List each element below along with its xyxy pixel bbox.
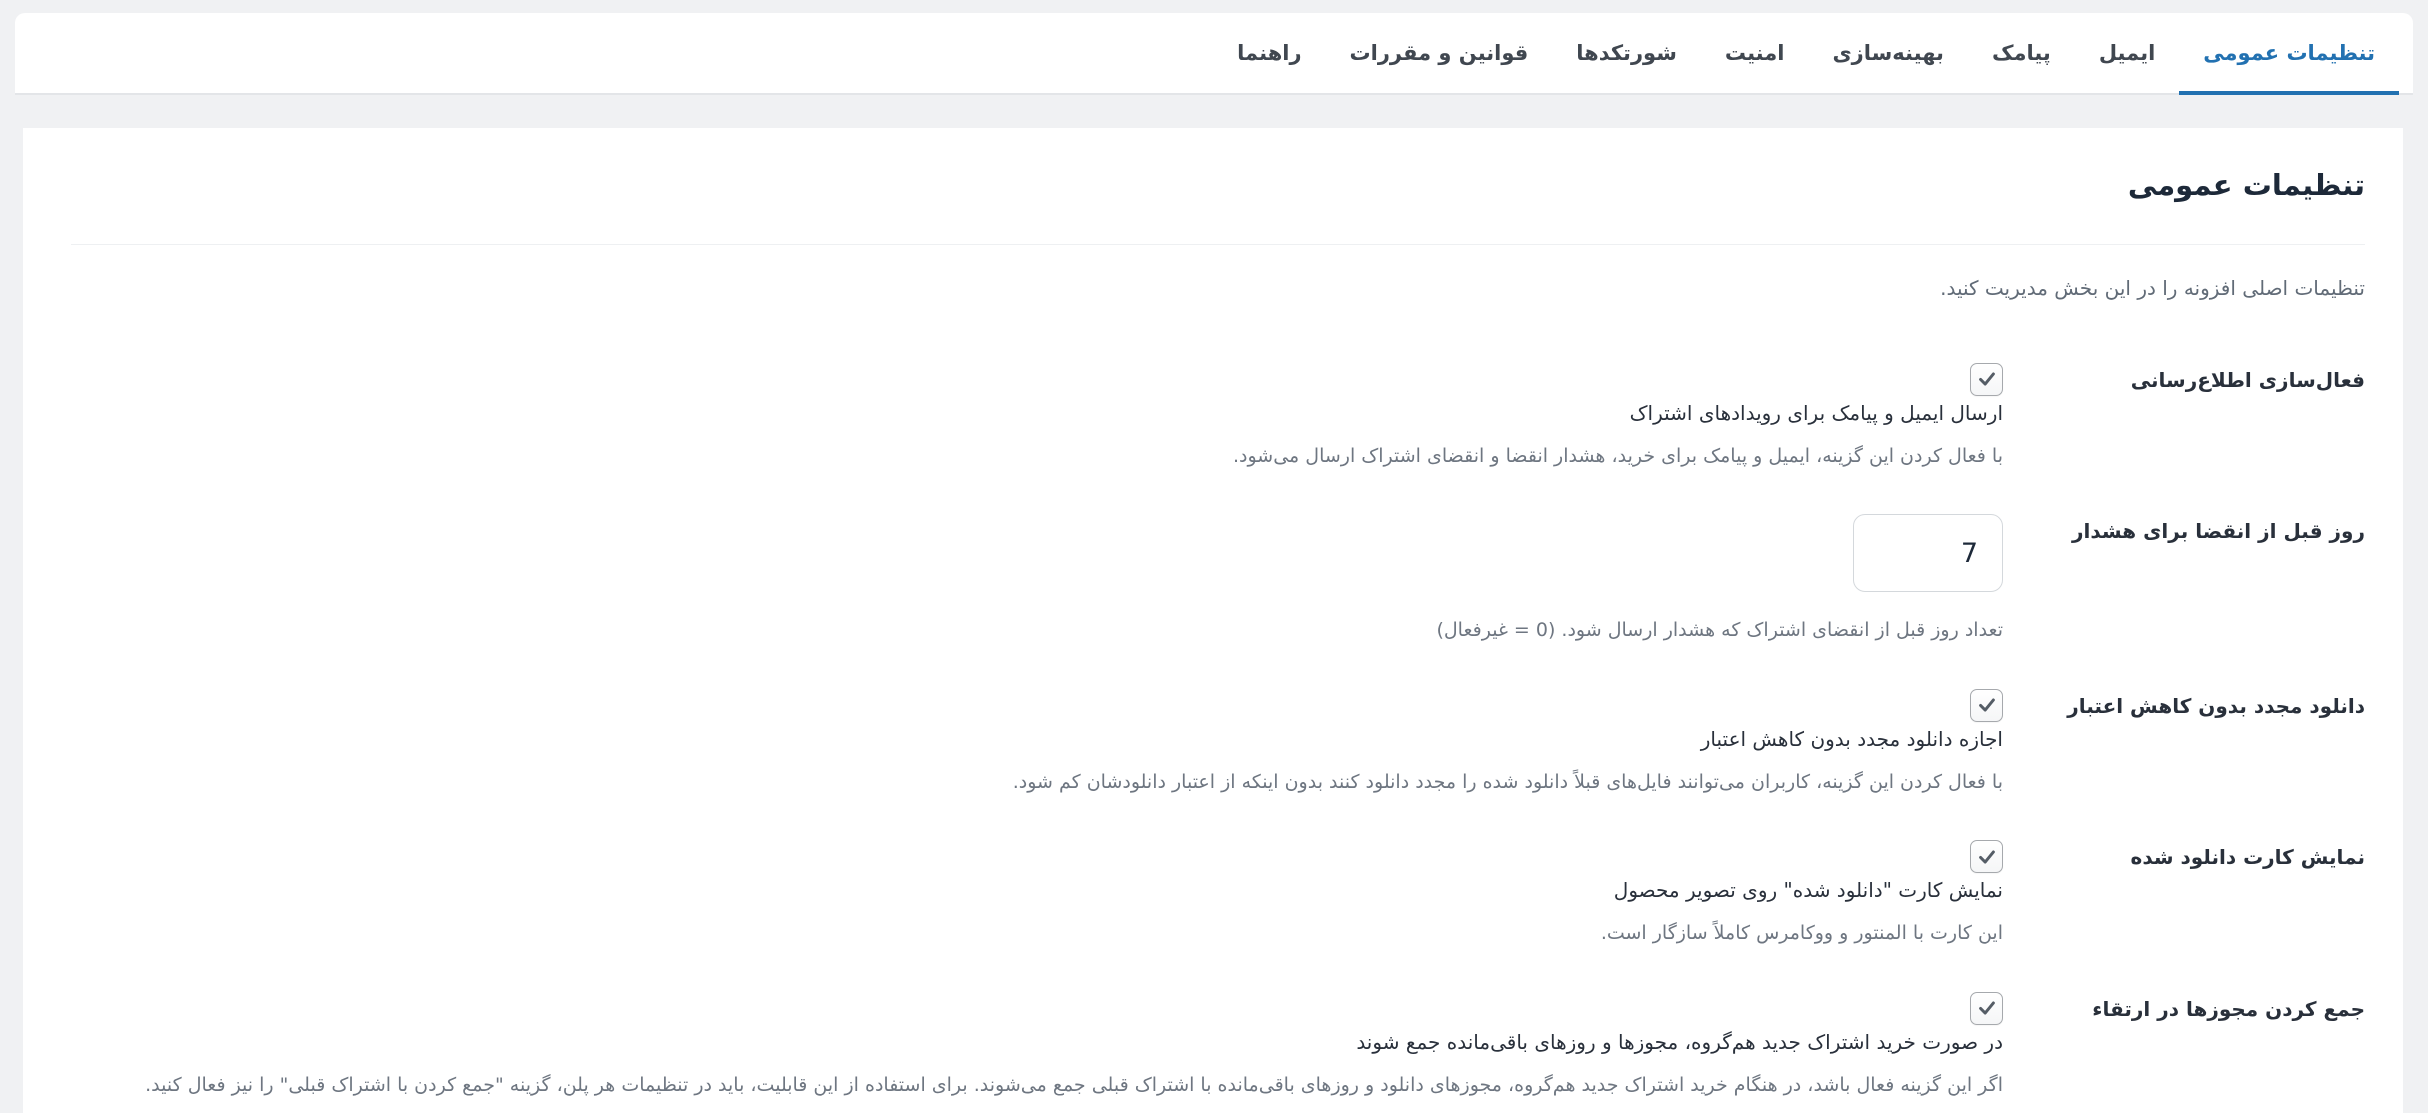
field-description: با فعال کردن این گزینه، کاربران می‌توانند فایل‌های قبلاً دانلود شده را مجدد دانلود کنند بدون اینکه از اعتبار دانلودشان کم شود. [1012,770,2003,793]
settings-panel [23,128,2403,1113]
form-row [61,363,2365,471]
field-description: با فعال کردن این گزینه، ایمیل و پیامک برای خرید، هشدار انقضا و انقضای اشتراک ارسال می‌شود. [1232,444,2003,467]
field-label: دانلود مجدد بدون کاهش اعتبار [2067,693,2365,718]
tab-terms-conditions[interactable]: قوانین و مقررات [1349,41,1529,65]
field-label: نمایش کارت دانلود شده [2130,845,2365,869]
form-row [61,514,2365,645]
redownload-no-credit-checkbox[interactable] [1970,689,2003,722]
field-label: روز قبل از انقضا برای هشدار [2071,519,2365,543]
tab-shortcodes[interactable]: شورتکدها [1576,41,1677,65]
downloaded-badge-checkbox[interactable] [1970,840,2003,873]
settings-form [61,363,2365,1100]
panel-intro: تنظیمات اصلی افزونه را در این بخش مدیریت کنید. [1940,275,2365,300]
checkbox-label[interactable]: نمایش کارت "دانلود شده" روی تصویر محصول [1613,878,2003,902]
field-label: فعال‌سازی اطلاع‌رسانی [2130,367,2365,392]
settings-tab-bar [15,13,2413,95]
form-row [61,840,2365,948]
field-control [61,363,2003,471]
field-control [61,689,2003,797]
tab-email[interactable]: ایمیل [2098,41,2156,65]
checkbox-label[interactable]: در صورت خرید اشتراک جدید هم‌گروه، مجوزها و روزهای باقی‌مانده جمع شوند [1356,1029,2003,1054]
checkbox-label[interactable]: ارسال ایمیل و پیامک برای رویدادهای اشتراک [1629,400,2003,425]
check-icon [1976,694,1998,716]
check-icon [1976,997,1998,1019]
tab-general-settings[interactable]: تنظیمات عمومی [2179,13,2399,93]
field-label: جمع کردن مجوزها در ارتقاء [2092,996,2365,1021]
field-description: این کارت با المنتور و ووکامرس کاملاً سازگار است. [1600,922,2003,944]
field-description: تعداد روز قبل از انقضای اشتراک که هشدار ارسال شود. (0 = غیرفعال) [1436,619,2003,641]
merge-licenses-on-upgrade-checkbox[interactable] [1970,992,2003,1025]
title-divider [71,244,2365,245]
checkbox-label[interactable]: اجازه دانلود مجدد بدون کاهش اعتبار [1700,726,2003,751]
check-icon [1976,368,1998,390]
tab-list [15,13,2413,93]
tab-sms[interactable]: پیامک [1991,41,2051,65]
check-icon [1976,846,1998,868]
form-row [61,992,2365,1100]
form-row [61,689,2365,797]
field-control [61,992,2003,1100]
field-control [61,840,2003,948]
tab-security[interactable]: امنیت [1724,41,1785,65]
tab-help[interactable]: راهنما [1237,41,1302,65]
page-title: تنظیمات عمومی [2127,168,2365,202]
notifications-enable-checkbox[interactable] [1970,363,2003,396]
tab-optimization[interactable]: بهینه‌سازی [1832,41,1944,65]
field-description: اگر این گزینه فعال باشد، در هنگام خرید اشتراک جدید هم‌گروه، مجوزهای دانلود و روزهای باقی‌مانده با اشتراک قبلی جمع می‌شوند. برای استفاده از این قابلیت، باید در تنظیمات هر پلن، گزینه "جمع کردن با اشتراک قبلی" را نیز فعال کنید. [145,1073,2003,1096]
expiry-warning-days-input[interactable] [1853,514,2003,592]
field-control [61,514,2003,645]
